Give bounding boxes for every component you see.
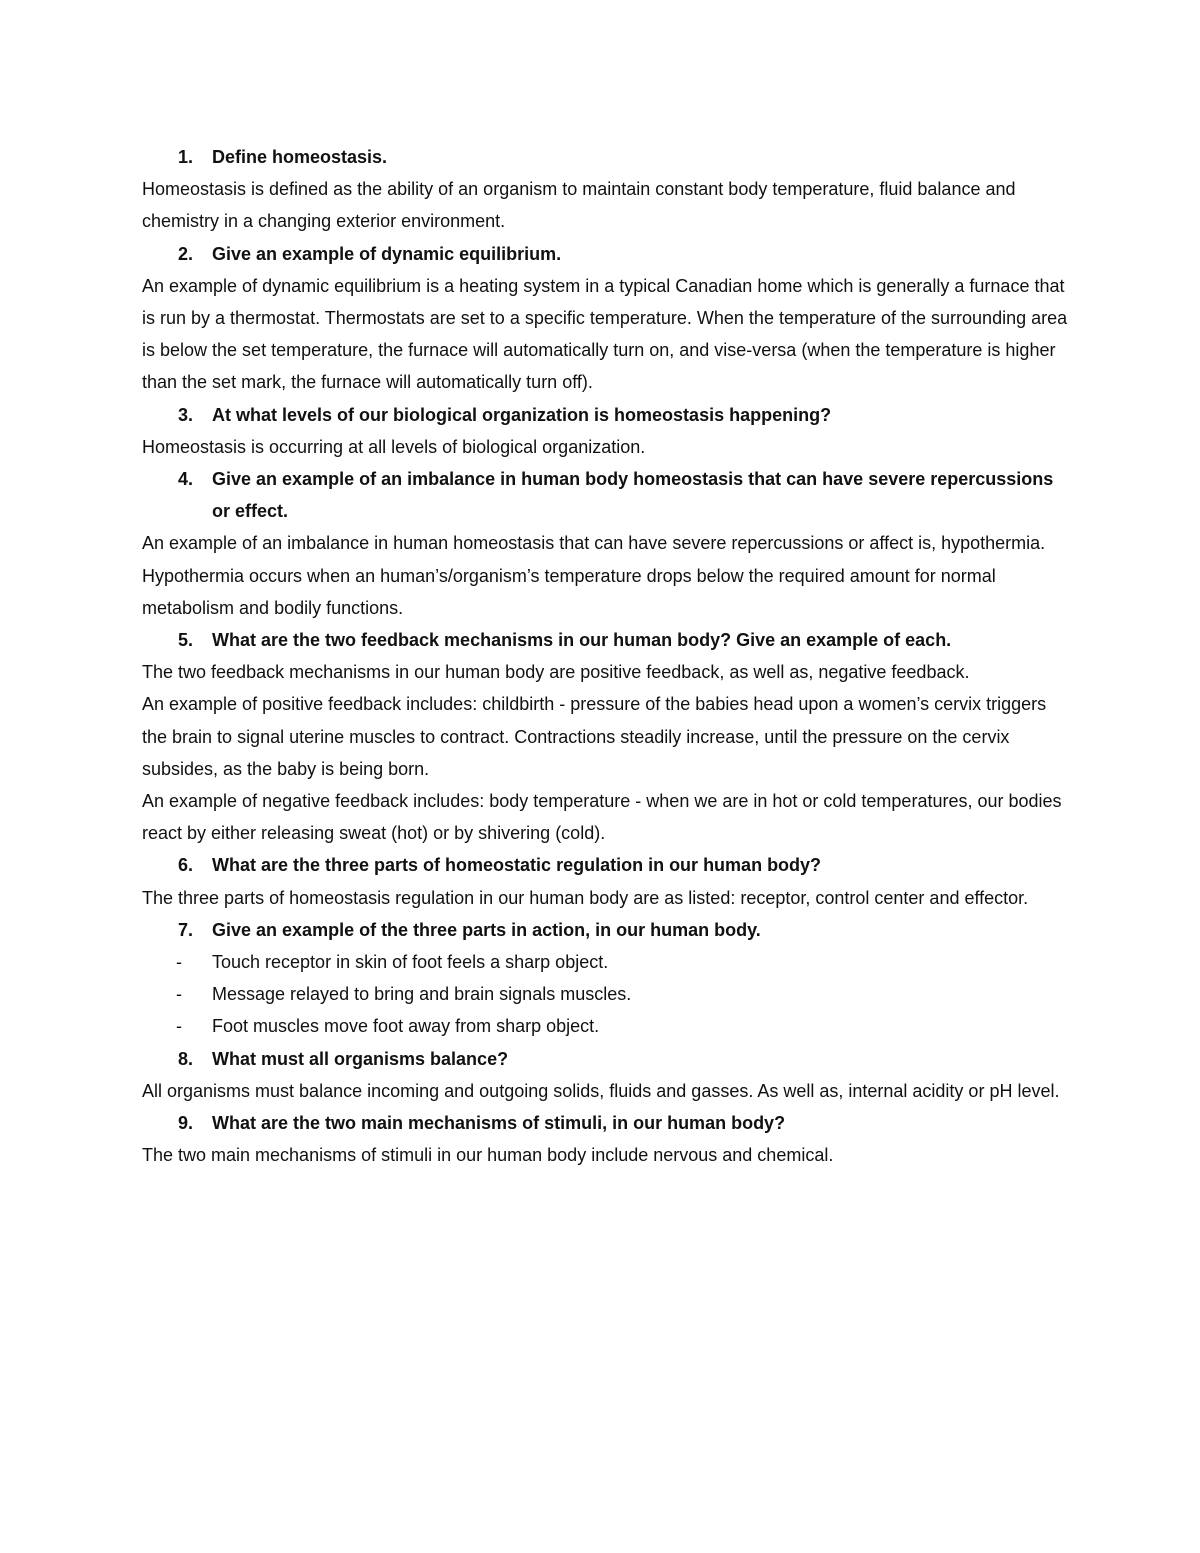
question-number: 9. [178,1113,194,1134]
question-text: What are the three parts of homeostatic regulation in our human body? [212,855,822,876]
question-text: Give an example of the three parts in action, in our human body. [212,919,761,940]
question-1 [142,141,1072,173]
document-page [142,141,1072,1172]
question-number: 3. [178,404,194,425]
answer-paragraph: An example of dynamic equilibrium is a heating system in a typical Canadian home which is generally a furnace that is run by a thermostat. Thermostats are set to a specific temperature. When the temperature of the surrounding area is below the set temperature, the furnace will automatically turn on, and vise-versa (when the temperature is higher than the set mark, the furnace will automatically turn off). [142,275,1068,393]
bullet-text: Message relayed to bring and brain signals muscles. [212,984,632,1005]
question-7 [142,914,1072,946]
answer-paragraph: An example of an imbalance in human homeostasis that can have severe repercussions or affect is, hypothermia. Hypothermia occurs when an human’s/organism’s temperature drops below the required amount for normal metabolism and bodily functions. [142,533,1046,618]
question-number: 5. [178,630,194,651]
question-number: 6. [178,855,194,876]
answer-paragraph: The three parts of homeostasis regulation in our human body are as listed: receptor, control center and effector. [142,887,1029,908]
answer-paragraph: An example of negative feedback includes: body temperature - when we are in hot or cold temperatures, our bodies react by either releasing sweat (hot) or by shivering (cold). [142,791,1062,844]
question-number: 7. [178,919,194,940]
question-9 [142,1107,1072,1139]
bullet-marker: - [176,952,182,973]
question-4 [142,463,1072,527]
answer-paragraph: The two main mechanisms of stimuli in our human body include nervous and chemical. [142,1145,834,1166]
bullet-marker: - [176,984,182,1005]
bullet-marker: - [176,1016,182,1037]
question-text: At what levels of our biological organization is homeostasis happening? [212,404,832,425]
question-number: 8. [178,1048,194,1069]
answer-paragraph: The two feedback mechanisms in our human body are positive feedback, as well as, negative feedback. [142,662,970,683]
question-3 [142,399,1072,431]
answer-paragraph: An example of positive feedback includes: childbirth - pressure of the babies head upon a women’s cervix triggers the brain to signal uterine muscles to contract. Contractions steadily increase, until the pressure on the cervix subsides, as the baby is being born. [142,694,1047,779]
question-number: 2. [178,243,194,264]
question-text: What must all organisms balance? [212,1048,509,1069]
list-item [142,1010,1072,1042]
question-5 [142,624,1072,656]
question-text: What are the two main mechanisms of stimuli, in our human body? [212,1113,786,1134]
question-text: Give an example of dynamic equilibrium. [212,243,562,264]
question-8 [142,1043,1072,1075]
answer-paragraph: Homeostasis is occurring at all levels of biological organization. [142,436,646,457]
question-text: Give an example of an imbalance in human body homeostasis that can have severe repercussions or effect. [212,469,1054,522]
question-number: 4. [178,469,194,490]
question-text: Define homeostasis. [212,147,388,167]
bullet-text: Foot muscles move foot away from sharp object. [212,1016,600,1037]
answer-paragraph: All organisms must balance incoming and outgoing solids, fluids and gasses. As well as, internal acidity or pH level. [142,1080,1060,1101]
question-2 [142,238,1072,270]
question-number: 1. [178,147,194,167]
question-6 [142,849,1072,881]
list-item [142,978,1072,1010]
bullet-text: Touch receptor in skin of foot feels a sharp object. [212,952,609,973]
question-text: What are the two feedback mechanisms in our human body? Give an example of each. [212,630,952,651]
answer-paragraph: Homeostasis is defined as the ability of an organism to maintain constant body temperature, fluid balance and chemistry in a changing exterior environment. [142,179,1016,232]
list-item [142,946,1072,978]
